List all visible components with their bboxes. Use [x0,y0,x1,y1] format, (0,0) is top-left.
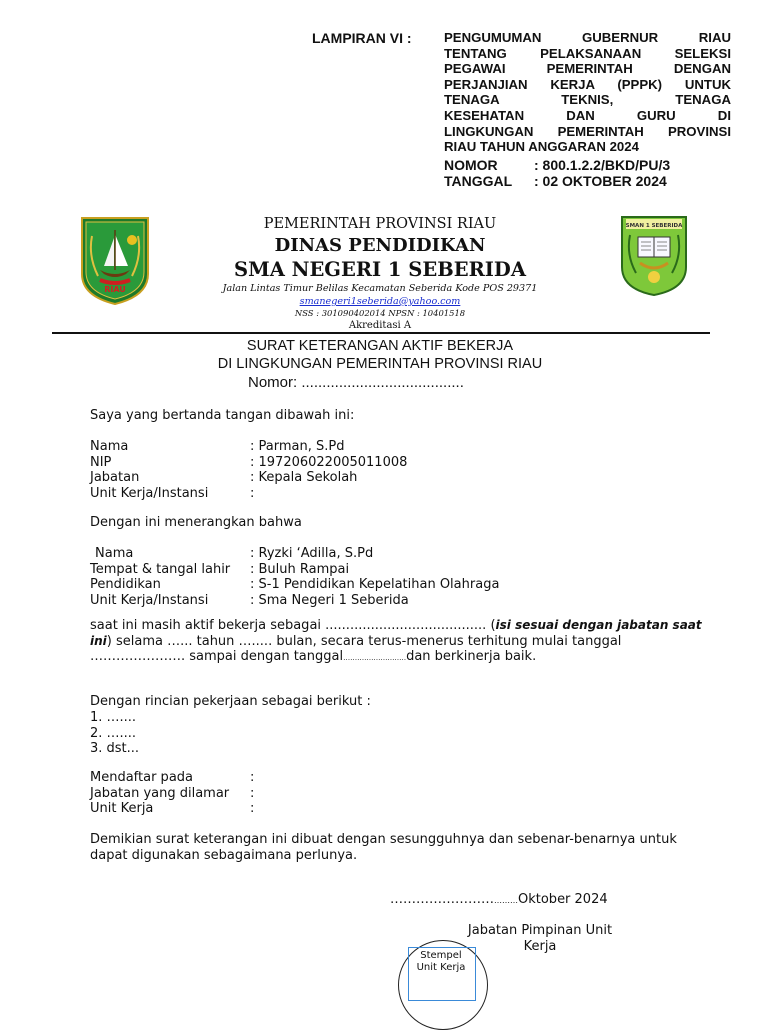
letter-title: SURAT KETERANGAN AKTIF BEKERJA [246,338,514,354]
field-value: : S-1 Pendidikan Kepelatihan Olahraga [250,577,500,592]
field-label: Nama [95,546,134,561]
date-dots: …………………… [390,892,494,907]
field-label: Nama [90,439,129,454]
attachment-title-line: PENGUMUMAN GUBERNUR RIAU [444,30,731,45]
attachment-title [444,30,731,190]
list-item: 1. ….... [90,710,137,725]
signer-row [90,486,407,502]
field-value: : [250,770,255,785]
statement-part: …………………. sampai dengan tanggal [90,649,344,664]
stamp-label [408,950,474,974]
attachment-nomor [444,158,731,174]
subject-row [90,593,499,609]
closing-text: Demikian surat keterangan ini dibuat dengan sesungguhnya dan sebenar-benarnya untuk dapat digunakan sebagaimana perlunya. [90,832,677,863]
field-label: NIP [90,454,112,470]
field-label: Jabatan yang dilamar [90,785,230,801]
field-value: : Ryzki ‘Adilla, S.Pd [250,546,374,561]
job-details-list [90,710,139,757]
signer-row [90,455,407,471]
field-value: : Sma Negeri 1 Seberida [250,592,409,608]
subject-row [90,546,499,562]
date-month-year: Oktober 2024 [518,892,608,907]
position-line: Kerja [523,938,557,954]
riau-emblem-text: RIAU [104,285,126,294]
subject-row [90,577,499,593]
intro-text: Saya yang bertanda tangan dibawah ini: [90,408,355,423]
letter-subtitle: DI LINGKUNGAN PEMERINTAH PROVINSI RIAU [217,356,543,372]
field-label: Tempat & tangal lahir [90,561,231,577]
date-dots-small: ……… [494,896,518,905]
subject-details [90,546,499,608]
school-address: Jalan Lintas Timur Belilas Kecamatan Seberida Kode POS 29371 [222,283,538,294]
government-name: PEMERINTAH PROVINSI RIAU [263,216,497,232]
statement-part: ) selama …... tahun …..... bulan, secara terus-menerus terhitung mulai tanggal [106,633,622,649]
attachment-label: LAMPIRAN VI : [312,30,412,46]
statement-hint: isi sesuai dengan jabatan saat ini [90,618,702,648]
application-row [90,801,254,817]
school-emblem-logo [620,215,688,297]
stamp-line: Unit Kerja [416,962,466,973]
position-line: Jabatan Pimpinan Unit [467,923,613,938]
nomor-value: : 800.1.2.2/BKD/PU/3 [534,156,671,173]
statement-part: saat ini masih aktif bekerja sebagai ....................................... ( [90,618,496,633]
job-details-intro: Dengan rincian pekerjaan sebagai berikut : [90,694,371,709]
signer-row [90,439,407,455]
department-name: DINAS PENDIDIKAN [274,235,486,256]
field-value: : 197206022005011008 [250,454,408,470]
field-value: : Parman, S.Pd [250,439,345,454]
school-email-link[interactable]: smanegeri1seberida@yahoo.com [299,296,461,307]
attachment-title-line: LINGKUNGAN PEMERINTAH PROVINSI [444,123,731,139]
declaration-text: Dengan ini menerangkan bahwa [90,515,302,530]
list-item: 3. dst... [90,741,140,756]
field-label: Unit Kerja/Instansi [90,592,209,608]
attachment-tanggal [444,174,731,190]
nomor-label: NOMOR [444,156,498,173]
application-row [90,786,254,802]
attachment-title-line: TENTANG PELAKSANAAN SELEKSI [444,45,731,61]
signer-details [90,439,407,501]
statement-dots: ……………………… [343,654,407,662]
signature-date [390,892,608,909]
tanggal-label: TANGGAL [444,173,513,190]
stamp-line: Stempel [420,950,462,961]
riau-emblem-logo [80,216,150,306]
statement-part: dan berkinerja baik. [406,649,537,664]
field-label: Unit Kerja [90,801,154,816]
field-value: : [250,785,255,801]
field-label: Jabatan [90,470,140,485]
attachment-title-line: PERJANJIAN KERJA (PPPK) UNTUK [444,76,731,92]
field-label: Mendaftar pada [90,770,193,785]
tanggal-value: : 02 OKTOBER 2024 [534,173,667,190]
letterhead-divider [52,332,710,334]
school-name: SMA NEGERI 1 SEBERIDA [234,258,526,281]
field-value: : Buluh Rampai [250,561,350,577]
subject-row [90,562,499,578]
school-emblem-text: SMAN 1 SEBERIDA [625,223,683,229]
field-value: : [250,801,255,816]
application-details [90,770,254,817]
field-label: Pendidikan [90,577,161,592]
field-value: : [250,485,255,501]
field-value: : Kepala Sekolah [250,470,358,485]
attachment-title-line: PEGAWAI PEMERINTAH DENGAN [444,61,731,77]
attachment-title-line: TENAGA TEKNIS, TENAGA [444,92,731,108]
application-row [90,770,254,786]
letter-number: Nomor: ....................................... [248,374,464,391]
school-nss-npsn: NSS : 301090402014 NPSN : 10401518 [294,308,466,318]
attachment-title-line: RIAU TAHUN ANGGARAN 2024 [444,139,639,155]
signer-row [90,470,407,486]
list-item: 2. ….... [90,725,137,741]
field-label: Unit Kerja/Instansi [90,485,209,501]
employment-statement [90,618,702,667]
attachment-title-line: KESEHATAN DAN GURU DI [444,107,731,123]
school-accreditation: Akreditasi A [348,320,412,331]
